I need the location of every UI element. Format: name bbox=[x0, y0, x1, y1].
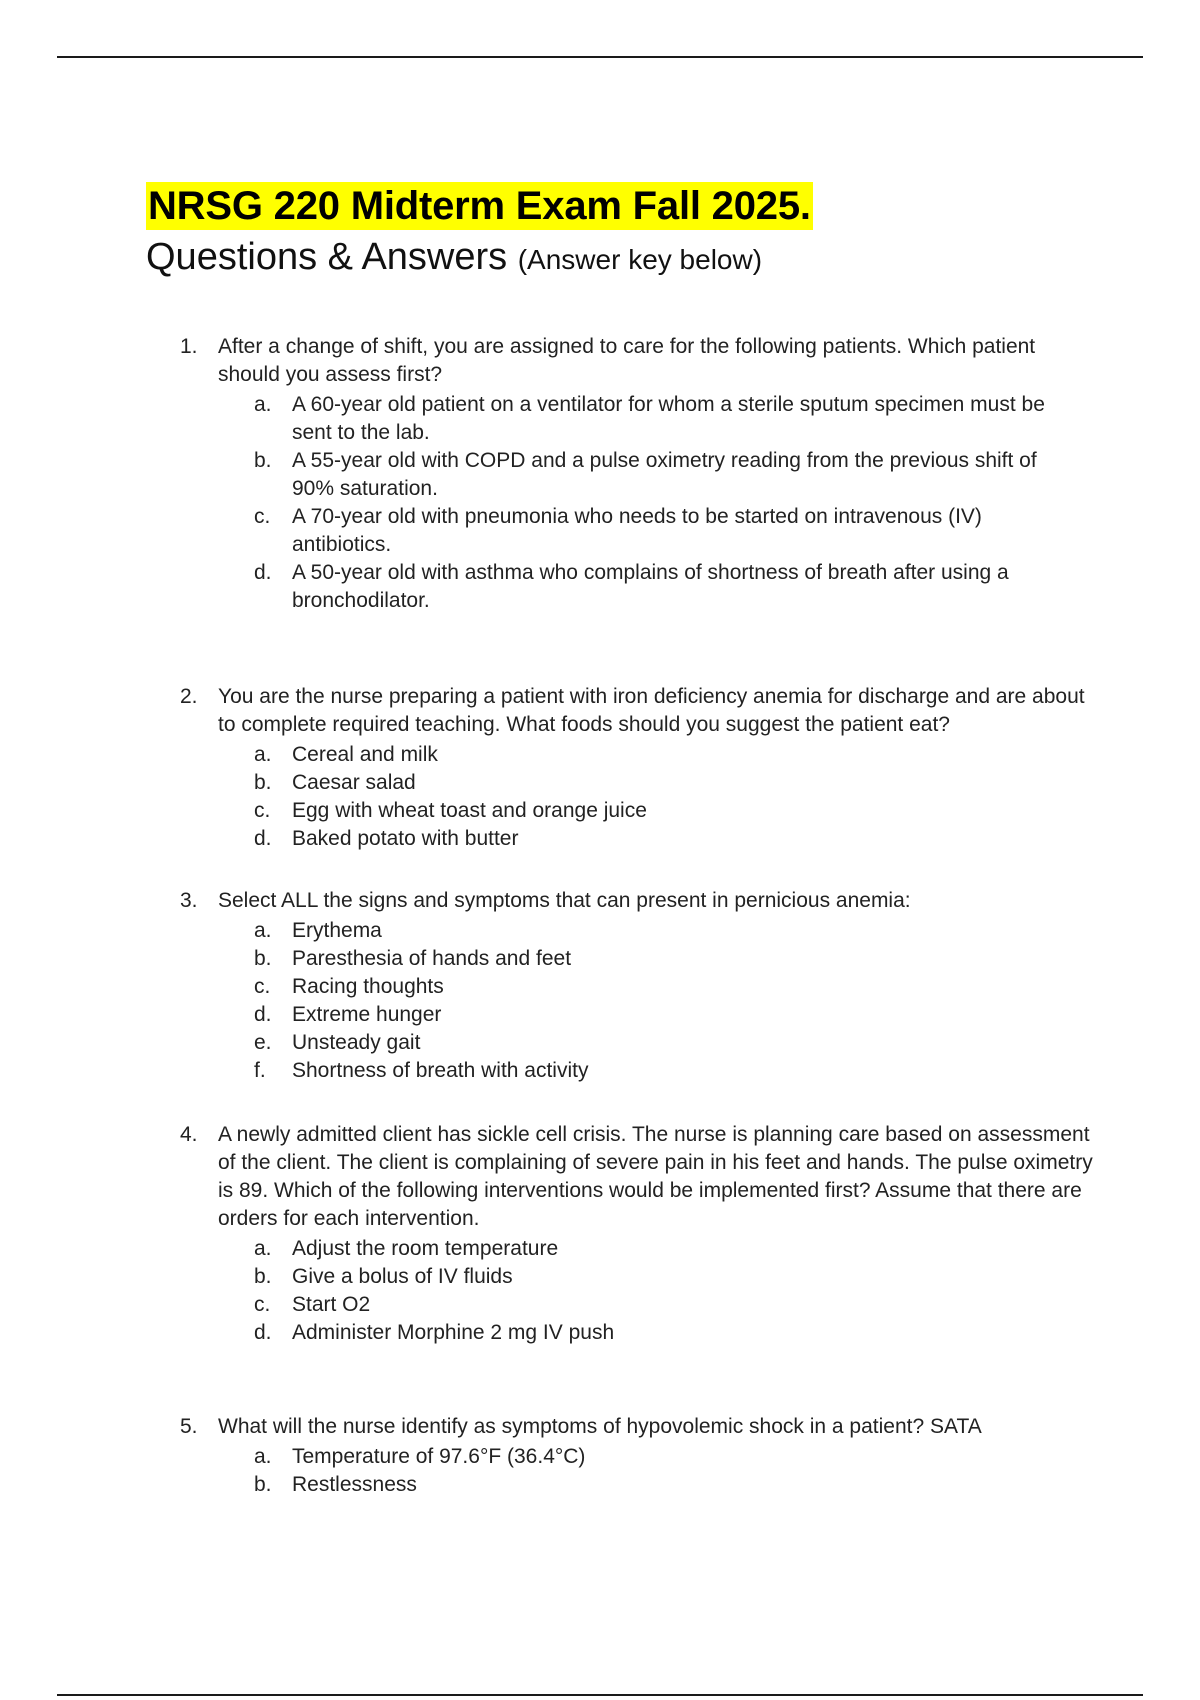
option-text: Baked potato with butter bbox=[292, 827, 519, 850]
option-letter: d. bbox=[254, 561, 272, 584]
option-text: Extreme hunger bbox=[292, 1003, 442, 1026]
option-item bbox=[252, 1319, 1082, 1347]
option-item bbox=[252, 1263, 1082, 1291]
page-subtitle bbox=[146, 234, 813, 283]
option-text: Give a bolus of IV fluids bbox=[292, 1265, 513, 1288]
question-number: 5. bbox=[180, 1415, 198, 1438]
option-item bbox=[252, 1471, 1082, 1499]
option-item bbox=[252, 917, 1082, 945]
option-text: A 55-year old with COPD and a pulse oximetry reading from the previous shift of 90% saturation. bbox=[292, 449, 1037, 500]
option-letter: b. bbox=[254, 947, 272, 970]
option-letter: a. bbox=[254, 743, 272, 766]
question-5 bbox=[180, 1413, 1100, 1499]
option-item bbox=[252, 1443, 1082, 1471]
option-list bbox=[180, 741, 1100, 853]
document-header bbox=[146, 182, 813, 283]
option-letter: f. bbox=[254, 1059, 266, 1082]
option-letter: a. bbox=[254, 393, 272, 416]
option-letter: e. bbox=[254, 1031, 272, 1054]
option-text: Racing thoughts bbox=[292, 975, 444, 998]
option-list bbox=[180, 917, 1100, 1085]
subtitle-note: (Answer key below) bbox=[517, 244, 763, 275]
option-item bbox=[252, 1291, 1082, 1319]
option-text: Start O2 bbox=[292, 1293, 371, 1316]
option-item bbox=[252, 769, 1082, 797]
option-item bbox=[252, 391, 1082, 447]
question-text: What will the nurse identify as symptoms of hypovolemic shock in a patient? SATA bbox=[218, 1415, 982, 1438]
option-text: Administer Morphine 2 mg IV push bbox=[292, 1321, 615, 1344]
question-text: A newly admitted client has sickle cell crisis. The nurse is planning care based on assessment of the client. The client is complaining of severe pain in his feet and hands. The pulse oximetry is 89. Which of the following interventions would be implemented first? Assume that there are orders for each intervention. bbox=[218, 1123, 1093, 1230]
option-text: Adjust the room temperature bbox=[292, 1237, 559, 1260]
question-text: After a change of shift, you are assigned to care for the following patients. Which patient should you assess first? bbox=[218, 335, 1036, 386]
option-item bbox=[252, 945, 1082, 973]
option-letter: b. bbox=[254, 1473, 272, 1496]
option-letter: c. bbox=[254, 1293, 271, 1316]
option-item bbox=[252, 447, 1082, 503]
option-item bbox=[252, 1001, 1082, 1029]
option-letter: b. bbox=[254, 771, 272, 794]
option-list bbox=[180, 391, 1100, 615]
option-letter: a. bbox=[254, 1445, 272, 1468]
option-item bbox=[252, 1235, 1082, 1263]
option-letter: b. bbox=[254, 1265, 272, 1288]
option-item bbox=[252, 973, 1082, 1001]
option-item bbox=[252, 1029, 1082, 1057]
option-letter: d. bbox=[254, 1321, 272, 1344]
option-letter: a. bbox=[254, 919, 272, 942]
option-text: Paresthesia of hands and feet bbox=[292, 947, 572, 970]
option-item bbox=[252, 1057, 1082, 1085]
top-rule bbox=[57, 56, 1143, 58]
question-number: 3. bbox=[180, 889, 198, 912]
option-item bbox=[252, 559, 1082, 615]
option-item bbox=[252, 503, 1082, 559]
option-text: Cereal and milk bbox=[292, 743, 438, 766]
option-letter: c. bbox=[254, 505, 271, 528]
question-number: 1. bbox=[180, 335, 198, 358]
page-title: NRSG 220 Midterm Exam Fall 2025. bbox=[148, 184, 811, 228]
option-text: A 70-year old with pneumonia who needs to be started on intravenous (IV) antibiotics. bbox=[292, 505, 982, 556]
question-3 bbox=[180, 887, 1100, 1085]
option-text: Egg with wheat toast and orange juice bbox=[292, 799, 647, 822]
option-letter: c. bbox=[254, 799, 271, 822]
option-letter: d. bbox=[254, 827, 272, 850]
question-number: 2. bbox=[180, 685, 198, 708]
option-item bbox=[252, 741, 1082, 769]
option-text: A 60-year old patient on a ventilator for whom a sterile sputum specimen must be sent to the lab. bbox=[292, 393, 1045, 444]
question-1 bbox=[180, 333, 1100, 615]
option-letter: d. bbox=[254, 1003, 272, 1026]
bottom-rule bbox=[57, 1694, 1143, 1696]
option-text: Erythema bbox=[292, 919, 382, 942]
option-letter: c. bbox=[254, 975, 271, 998]
option-list bbox=[180, 1443, 1100, 1499]
option-text: Unsteady gait bbox=[292, 1031, 421, 1054]
option-letter: b. bbox=[254, 449, 272, 472]
question-text: You are the nurse preparing a patient with iron deficiency anemia for discharge and are about to complete required teaching. What foods should you suggest the patient eat? bbox=[218, 685, 1085, 736]
option-text: Restlessness bbox=[292, 1473, 417, 1496]
option-item bbox=[252, 825, 1082, 853]
question-text: Select ALL the signs and symptoms that can present in pernicious anemia: bbox=[218, 889, 911, 912]
question-4 bbox=[180, 1121, 1100, 1347]
option-text: A 50-year old with asthma who complains of shortness of breath after using a bronchodilator. bbox=[292, 561, 1009, 612]
question-2 bbox=[180, 683, 1100, 853]
option-list bbox=[180, 1235, 1100, 1347]
option-text: Temperature of 97.6°F (36.4°C) bbox=[292, 1445, 586, 1468]
subtitle-main: Questions & Answers bbox=[146, 236, 508, 278]
option-item bbox=[252, 797, 1082, 825]
option-letter: a. bbox=[254, 1237, 272, 1260]
question-number: 4. bbox=[180, 1123, 198, 1146]
option-text: Shortness of breath with activity bbox=[292, 1059, 589, 1082]
option-text: Caesar salad bbox=[292, 771, 416, 794]
